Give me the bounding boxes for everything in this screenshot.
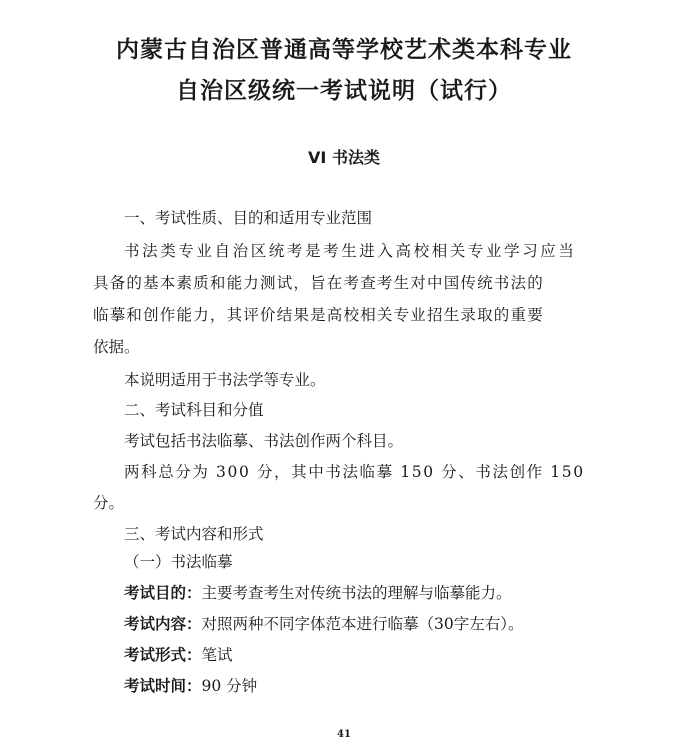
item-exam-time xyxy=(124,676,257,696)
paragraph-1-line-1: 书法类专业自治区统考是考生进入高校相关专业学习应当 xyxy=(124,242,577,260)
paragraph-4-line-2: 分。 xyxy=(93,494,125,512)
item-value: 90 分钟 xyxy=(201,677,258,695)
paragraph-1-line-4: 依据。 xyxy=(93,338,140,356)
paragraph-4-line-1: 两科总分为 300 分，其中书法临摹 150 分、书法创作 150 xyxy=(124,463,585,481)
item-exam-content xyxy=(124,614,524,634)
item-value: 笔试 xyxy=(201,646,233,664)
heading-3: 三、考试内容和形式 xyxy=(124,525,264,543)
heading-1: 一、考试性质、目的和适用专业范围 xyxy=(124,209,373,227)
item-label: 考试内容： xyxy=(124,615,202,633)
section-title: VI 书法类 xyxy=(308,148,380,167)
document-title-line1: 内蒙古自治区普通高等学校艺术类本科专业 xyxy=(116,37,572,63)
document-title-line2: 自治区级统一考试说明（试行） xyxy=(176,78,512,104)
paragraph-2: 本说明适用于书法学等专业。 xyxy=(124,371,326,389)
item-value: 主要考查考生对传统书法的理解与临摹能力。 xyxy=(201,584,512,602)
paragraph-1-line-3: 临摹和创作能力，其评价结果是高校相关专业招生录取的重要 xyxy=(93,306,544,324)
item-exam-form xyxy=(124,645,233,665)
paragraph-3: 考试包括书法临摹、书法创作两个科目。 xyxy=(124,432,404,450)
item-value: 对照两种不同字体范本进行临摹（30字左右）。 xyxy=(201,615,524,633)
page-number: 41 xyxy=(337,729,351,740)
paragraph-1-line-2: 具备的基本素质和能力测试，旨在考查考生对中国传统书法的 xyxy=(93,274,544,292)
item-label: 考试形式： xyxy=(124,646,202,664)
heading-2: 二、考试科目和分值 xyxy=(124,401,264,419)
subheading-1: （一）书法临摹 xyxy=(124,553,233,571)
item-label: 考试目的： xyxy=(124,584,202,602)
item-exam-purpose xyxy=(124,583,512,603)
item-label: 考试时间： xyxy=(124,677,202,695)
